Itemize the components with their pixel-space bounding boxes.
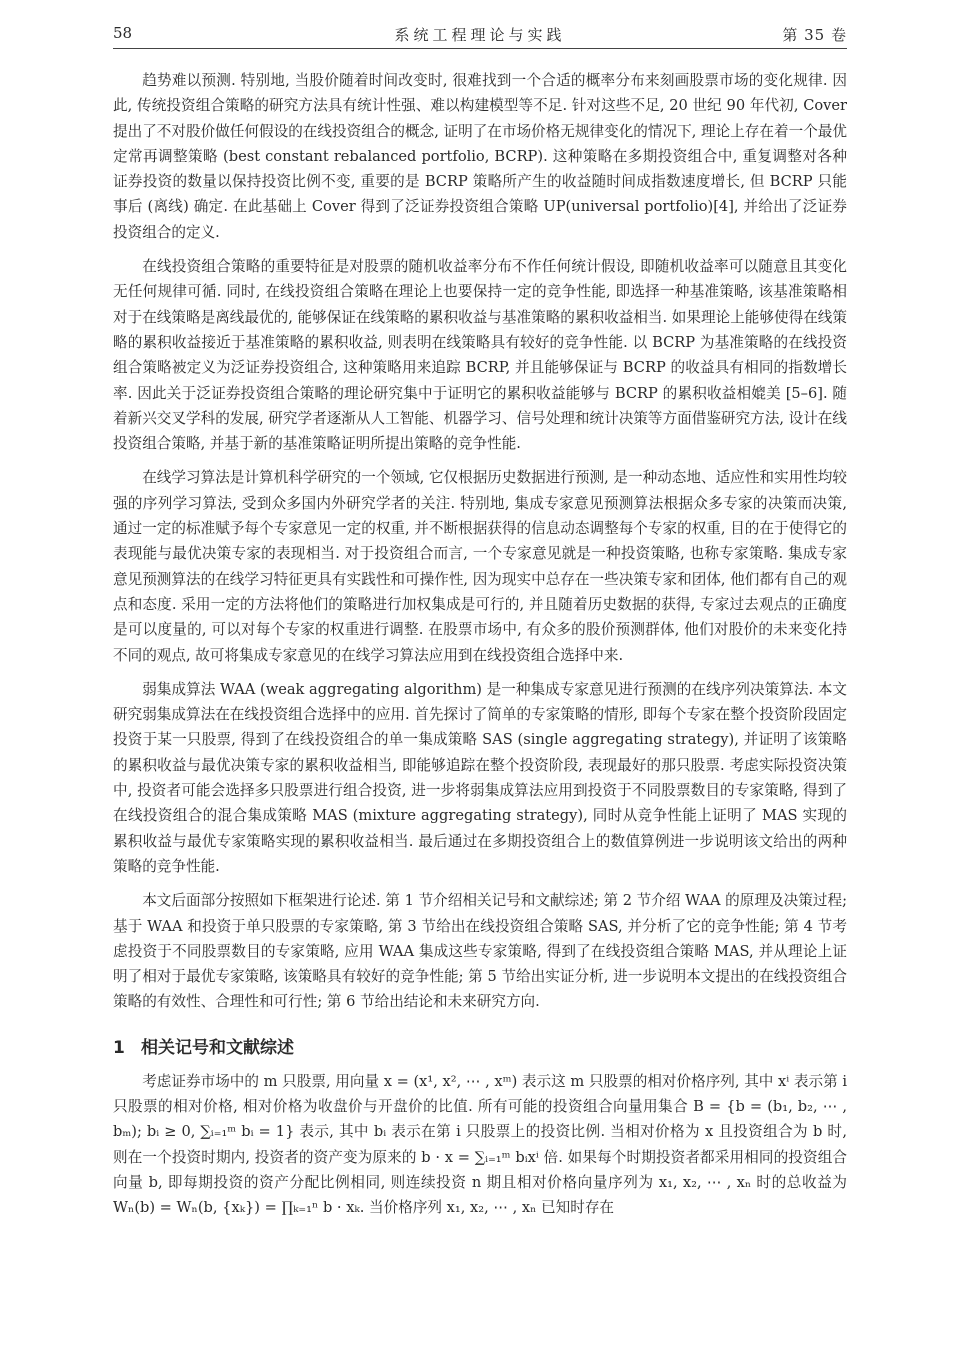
body-paragraph: 在线投资组合策略的重要特征是对股票的随机收益率分布不作任何统计假设, 即随机收益率可以随意且其变化无任何规律可循. 同时, 在线投资组合策略在理论上也要保持一定的竞争性能, 即选择一种基准策略, 该基准策略相对于在线策略是离线最优的, 能够保证在线策略的累积收益与基准策略的累积收益相当. 如果理论上能够使得在线策略的累积收益接近于基准策略的累积收益, 则表明在线策略具有较好的竞争性能. 以 BCRP 为基准策略的在线投资组合策略被定义为泛证券投资组合, 这种策略用来追踪 BCRP, 并且能够保证与 BCRP 的收益具有相同的指数增长率. 因此关于泛证券投资组合策略的理论研究集中于证明它的累积收益能够与 BCRP 的累积收益相媲美 [5–6]. 随着新兴交叉学科的发展, 研究学者逐渐从人工智能、机器学习、信号处理和统计决策等方面借鉴研究方法, 设计在线投资组合策略, 并基于新的基准策略证明所提出策略的竞争性能.	[113, 258, 847, 453]
section-title: 相关记号和文献综述	[141, 1037, 294, 1058]
running-header	[113, 22, 847, 49]
journal-title: 系统工程理论与实践	[394, 26, 566, 44]
page-number: 58	[113, 24, 133, 42]
section-number: 1	[113, 1037, 125, 1058]
body-paragraph: 趋势难以预测. 特别地, 当股价随着时间改变时, 很难找到一个合适的概率分布来刻画股票市场的变化规律. 因此, 传统投资组合策略的研究方法具有统计性强、难以构建模型等不足. 针对这些不足, 20 世纪 90 年代初, Cover 提出了不对股价做任何假设的在线投资组合的概念, 证明了在市场价格无规律变化的情况下, 理论上存在着一个最优定常再调整策略 (best constant rebalanced portfolio, BCRP). 这种策略在多期投资组合中, 重复调整对各种证券投资的数量以保持投资比例不变, 重要的是 BCRP 策略所产生的收益随时间成指数速度增长, 但 BCRP 只能事后 (离线) 确定. 在此基础上 Cover 得到了泛证券投资组合策略 UP(universal portfolio)[4], 并给出了泛证券投资组合的定义.	[113, 72, 847, 241]
body-paragraph: 在线学习算法是计算机科学研究的一个领域, 它仅根据历史数据进行预测, 是一种动态地、适应性和实用性均较强的序列学习算法, 受到众多国内外研究学者的关注. 特别地, 集成专家意见预测算法根据众多专家的决策而决策, 通过一定的标准赋予每个专家意见一定的权重, 并不断根据获得的信息动态调整每个专家的权重, 目的在于使得它的表现能与最优决策专家的表现相当. 对于投资组合而言, 一个专家意见就是一种投资策略, 也称专家策略. 集成专家意见预测算法的在线学习特征更具有实践性和可操作性, 因为现实中总存在一些决策专家和团体, 他们都有自己的观点和态度. 采用一定的方法将他们的策略进行加权集成是可行的, 并且随着历史数据的获得, 专家过去观点的正确度是可以度量的, 可以对每个专家的权重进行调整. 在股票市场中, 有众多的股价预测群体, 他们对股价的未来变化持不同的观点, 故可将集成专家意见的在线学习算法应用到在线投资组合选择中来.	[113, 469, 847, 664]
body-paragraph: 本文后面部分按照如下框架进行论述. 第 1 节介绍相关记号和文献综述; 第 2 节介绍 WAA 的原理及决策过程; 基于 WAA 和投资于单只股票的专家策略, 第 3 节给出在线投资组合策略 SAS, 并分析了它的竞争性能; 第 4 节考虑投资于不同股票数目的专家策略, 应用 WAA 集成这些专家策略, 得到了在线投资组合策略 MAS, 并从理论上证明了相对于最优专家策略, 该策略具有较好的竞争性能; 第 5 节给出实证分析, 进一步说明本文提出的在线投资组合策略的有效性、合理性和可行性; 第 6 节给出结论和未来研究方向.	[113, 892, 847, 1011]
section-paragraph: 考虑证券市场中的 m 只股票, 用向量 x = (x¹, x², ⋯ , xᵐ) 表示这 m 只股票的相对价格序列, 其中 xⁱ 表示第 i 只股票的相对价格, 相对价格为收盘价与开盘价的比值. 所有可能的投资组合向量用集合 B = {b = (b₁, b₂, ⋯ , bₘ); bᵢ ≥ 0, ∑ᵢ₌₁ᵐ bᵢ = 1} 表示, 其中 bᵢ 表示在第 i 只股票上的投资比例. 当相对价格为 x 且投资组合为 b 时, 则在一个投资时期内, 投资者的资产变为原来的 b · x = ∑ᵢ₌₁ᵐ bᵢxⁱ 倍. 如果每个时期投资者都采用相同的投资组合向量 b, 即每期投资的资产分配比例相同, 则连续投资 n 期且相对价格向量序列为 x₁, x₂, ⋯ , xₙ 时的总收益为 Wₙ(b) = Wₙ(b, {xₖ}) = ∏ₖ₌₁ⁿ b · xₖ. 当价格序列 x₁, x₂, ⋯ , xₙ 已知时存在	[113, 1072, 848, 1217]
body-paragraph: 弱集成算法 WAA (weak aggregating algorithm) 是一种集成专家意见进行预测的在线序列决策算法. 本文研究弱集成算法在在线投资组合选择中的应用. 首先探讨了简单的专家策略的情形, 即每个专家在整个投资阶段固定投资于某一只股票, 得到了在线投资组合的单一集成策略 SAS (single aggregating strategy), 并证明了该策略的累积收益与最优决策专家的累积收益相当, 即能够追踪在整个投资阶段, 表现最好的那只股票. 考虑实际投资决策中, 投资者可能会选择多只股票进行组合投资, 进一步将弱集成算法应用到投资于不同股票数目的专家策略, 得到了在线投资组合的混合集成策略 MAS (mixture aggregating strategy), 同时从竞争性能上证明了 MAS 实现的累积收益与最优专家策略实现的累积收益相当. 最后通过在多期投资组合上的数值算例进一步说明该文给出的两种策略的竞争性能.	[113, 680, 847, 875]
section-heading	[113, 1035, 847, 1061]
article-body	[113, 68, 847, 1229]
volume-label: 第 35 卷	[782, 26, 847, 44]
